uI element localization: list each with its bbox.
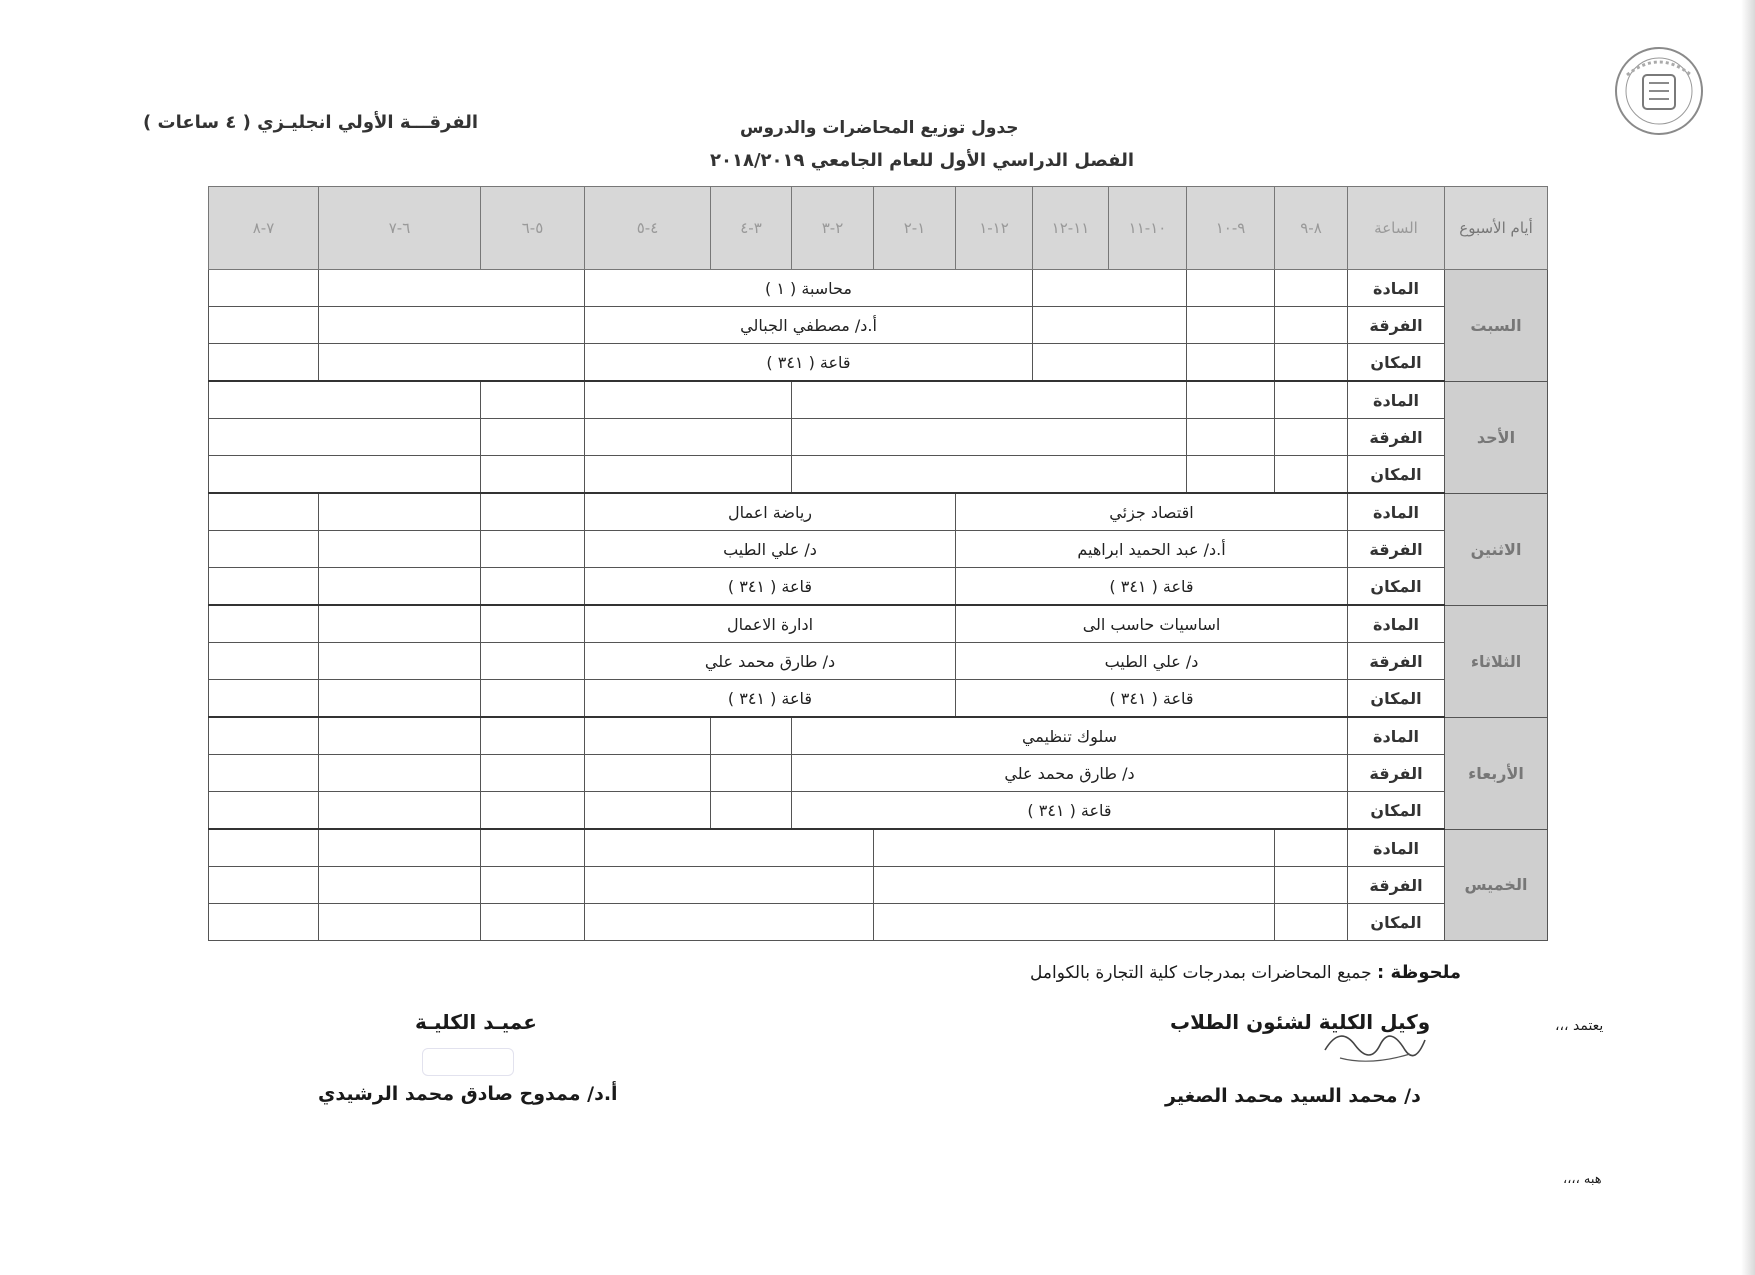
day-wednesday: الأربعاء bbox=[1445, 717, 1548, 829]
saturday-place: قاعة ( ٣٤١ ) bbox=[585, 344, 1033, 382]
tuesday-subject-1: اساسيات حاسب الى bbox=[956, 605, 1348, 643]
university-seal bbox=[1613, 45, 1705, 137]
row-label-subject: المادة bbox=[1348, 493, 1445, 531]
row-label-subject: المادة bbox=[1348, 381, 1445, 419]
table-row bbox=[209, 904, 1548, 941]
day-tuesday: الثلاثاء bbox=[1445, 605, 1548, 717]
group-title: الفرقـــة الأولي انجليـزي ( ٤ ساعات ) bbox=[143, 112, 479, 133]
row-label-place: المكان bbox=[1348, 456, 1445, 494]
monday-lecturer-1: أ.د/ عبد الحميد ابراهيم bbox=[956, 531, 1348, 568]
slot-header: ٤-٥ bbox=[585, 187, 711, 270]
row-label-subject: المادة bbox=[1348, 270, 1445, 307]
note-text: جميع المحاضرات بمدرجات كلية التجارة بالكوامل bbox=[1030, 963, 1372, 983]
note bbox=[1030, 962, 1461, 983]
slot-header: ٩-١٠ bbox=[1187, 187, 1275, 270]
tuesday-subject-2: ادارة الاعمال bbox=[585, 605, 956, 643]
table-row bbox=[209, 419, 1548, 456]
table-row bbox=[209, 531, 1548, 568]
footer-initials: هبه ،،،، bbox=[1563, 1172, 1602, 1187]
table-row bbox=[209, 755, 1548, 792]
schedule-title: جدول توزيع المحاضرات والدروس bbox=[740, 118, 1019, 138]
row-label-place: المكان bbox=[1348, 792, 1445, 830]
hour-header: الساعة bbox=[1348, 187, 1445, 270]
row-label-lecturer: الفرقة bbox=[1348, 307, 1445, 344]
table-row bbox=[209, 717, 1548, 755]
slot-header: ٨-٩ bbox=[1275, 187, 1348, 270]
days-header: أيام الأسبوع bbox=[1445, 187, 1548, 270]
table-row bbox=[209, 307, 1548, 344]
slot-header: ٦-٧ bbox=[319, 187, 481, 270]
table-row bbox=[209, 605, 1548, 643]
monday-subject-1: اقتصاد جزئي bbox=[956, 493, 1348, 531]
note-label: ملحوظة : bbox=[1376, 962, 1462, 983]
table-row bbox=[209, 829, 1548, 867]
monday-subject-2: رياضة اعمال bbox=[585, 493, 956, 531]
table-row bbox=[209, 270, 1548, 307]
monday-place-1: قاعة ( ٣٤١ ) bbox=[956, 568, 1348, 606]
table-row bbox=[209, 867, 1548, 904]
slot-header: ٧-٨ bbox=[209, 187, 319, 270]
tuesday-lecturer-1: د/ علي الطيب bbox=[956, 643, 1348, 680]
dean-name: أ.د/ ممدوح صادق محمد الرشيدي bbox=[318, 1083, 618, 1105]
table-row bbox=[209, 568, 1548, 606]
monday-lecturer-2: د/ علي الطيب bbox=[585, 531, 956, 568]
table-row bbox=[209, 792, 1548, 830]
row-label-lecturer: الفرقة bbox=[1348, 643, 1445, 680]
wednesday-lecturer: د/ طارق محمد علي bbox=[792, 755, 1348, 792]
header-row bbox=[209, 187, 1548, 270]
table-row bbox=[209, 680, 1548, 718]
row-label-lecturer: الفرقة bbox=[1348, 419, 1445, 456]
row-label-lecturer: الفرقة bbox=[1348, 755, 1445, 792]
wednesday-subject: سلوك تنظيمي bbox=[792, 717, 1348, 755]
table-row bbox=[209, 381, 1548, 419]
row-label-subject: المادة bbox=[1348, 605, 1445, 643]
handwritten-signature bbox=[1320, 1020, 1430, 1070]
table-row bbox=[209, 643, 1548, 680]
day-thursday: الخميس bbox=[1445, 829, 1548, 941]
row-label-subject: المادة bbox=[1348, 717, 1445, 755]
row-label-place: المكان bbox=[1348, 680, 1445, 718]
slot-header: ٣-٤ bbox=[711, 187, 792, 270]
faint-stamp bbox=[422, 1048, 514, 1076]
vice-dean-title: وكيل الكلية لشئون الطلاب bbox=[1170, 1010, 1431, 1034]
tuesday-lecturer-2: د/ طارق محمد علي bbox=[585, 643, 956, 680]
row-label-subject: المادة bbox=[1348, 829, 1445, 867]
tuesday-place-2: قاعة ( ٣٤١ ) bbox=[585, 680, 956, 718]
row-label-place: المكان bbox=[1348, 344, 1445, 382]
table-row bbox=[209, 344, 1548, 382]
day-sunday: الأحد bbox=[1445, 381, 1548, 493]
vice-dean-name: د/ محمد السيد محمد الصغير bbox=[1165, 1085, 1421, 1107]
saturday-subject: محاسبة ( ١ ) bbox=[585, 270, 1033, 307]
row-label-place: المكان bbox=[1348, 904, 1445, 941]
table-row bbox=[209, 493, 1548, 531]
day-saturday: السبت bbox=[1445, 270, 1548, 382]
wednesday-place: قاعة ( ٣٤١ ) bbox=[792, 792, 1348, 830]
slot-header: ١١-١٢ bbox=[1033, 187, 1109, 270]
slot-header: ١٢-١ bbox=[956, 187, 1033, 270]
slot-header: ١٠-١١ bbox=[1109, 187, 1187, 270]
day-monday: الاثنين bbox=[1445, 493, 1548, 605]
approval-label: يعتمد ،،، bbox=[1555, 1018, 1604, 1034]
schedule-table bbox=[208, 186, 1548, 941]
row-label-place: المكان bbox=[1348, 568, 1445, 606]
table-row bbox=[209, 456, 1548, 494]
scan-edge-shadow bbox=[1741, 0, 1755, 1275]
slot-header: ١-٢ bbox=[874, 187, 956, 270]
slot-header: ٥-٦ bbox=[481, 187, 585, 270]
semester-title: الفصل الدراسي الأول للعام الجامعي ٢٠١٨/٢٠١٩ bbox=[710, 150, 1135, 171]
row-label-lecturer: الفرقة bbox=[1348, 531, 1445, 568]
dean-title: عميـد الكليـة bbox=[415, 1010, 537, 1034]
saturday-lecturer: أ.د/ مصطفي الجبالي bbox=[585, 307, 1033, 344]
tuesday-place-1: قاعة ( ٣٤١ ) bbox=[956, 680, 1348, 718]
monday-place-2: قاعة ( ٣٤١ ) bbox=[585, 568, 956, 606]
row-label-lecturer: الفرقة bbox=[1348, 867, 1445, 904]
slot-header: ٢-٣ bbox=[792, 187, 874, 270]
